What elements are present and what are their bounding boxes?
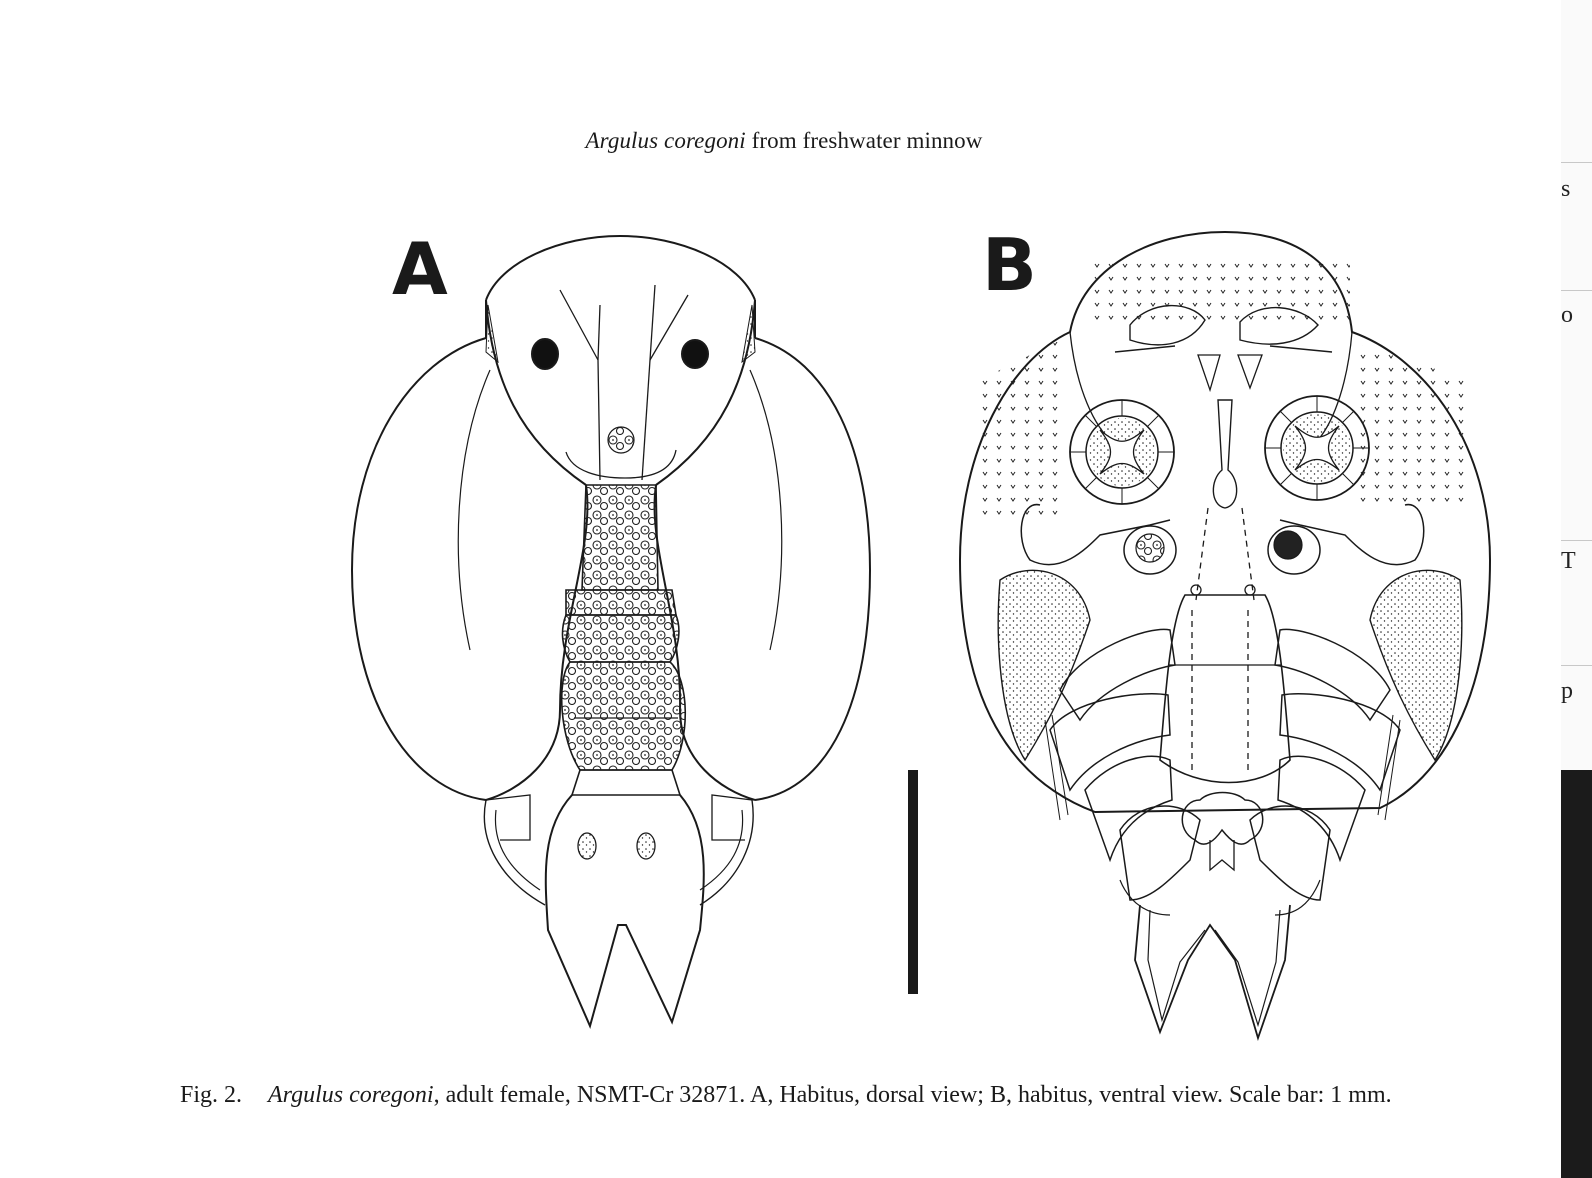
adjacent-dark-region — [1561, 770, 1592, 1178]
caption-species: Argulus coregoni — [268, 1082, 434, 1108]
adjacent-letter-4: p — [1561, 678, 1573, 704]
caption-label: Fig. 2. — [180, 1082, 243, 1108]
figure-2 — [340, 220, 1520, 1050]
caption-text: , adult female, NSMT-Cr 32871. A, Habitus, dorsal view; B, habitus, ventral view. Scale bar: 1 mm. — [433, 1082, 1392, 1108]
running-head — [0, 128, 1568, 154]
running-head-species: Argulus coregoni — [585, 128, 746, 153]
adjacent-letter-1: s — [1561, 176, 1571, 202]
adjacent-page-edge — [1561, 0, 1592, 1178]
adjacent-letter-3: T — [1561, 548, 1576, 574]
scale-bar — [908, 770, 918, 994]
figure-caption — [180, 1082, 1540, 1109]
adjacent-letter-2: o — [1561, 302, 1573, 328]
ventral-view-drawing — [960, 232, 1490, 1038]
running-head-text: from freshwater minnow — [745, 128, 983, 153]
dorsal-view-drawing — [352, 236, 870, 1026]
panel-a-label: A — [392, 227, 448, 311]
panel-b-label: B — [982, 223, 1037, 307]
